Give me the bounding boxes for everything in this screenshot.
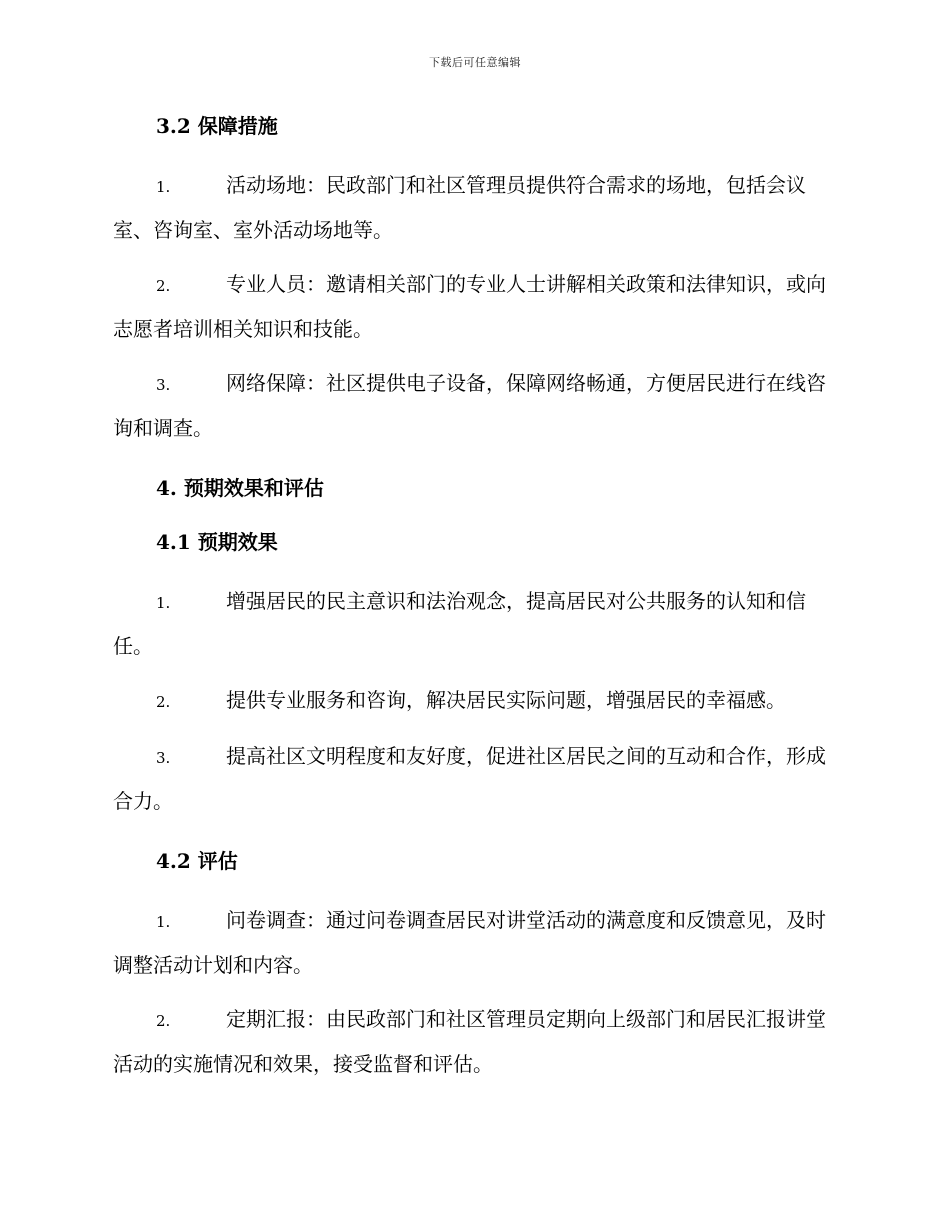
- list-item-number: 2.: [156, 277, 171, 295]
- list-item: [113, 679, 838, 724]
- list-item-text: 网络保障：社区提供电子设备，保障网络畅通，方便居民进行在线咨询和调查。: [113, 371, 826, 440]
- list-item-number: 2.: [156, 1012, 171, 1030]
- list-item-text: 增强居民的民主意识和法治观念，提高居民对公共服务的认知和信任。: [113, 589, 806, 658]
- section-heading-4: 4. 预期效果和评估: [156, 476, 324, 500]
- list-item: [113, 164, 838, 252]
- list-item: [113, 735, 838, 823]
- list-item: [113, 263, 838, 351]
- list-item: [113, 899, 838, 987]
- list-item-number: 3.: [156, 749, 171, 767]
- list-item: [113, 362, 838, 450]
- list-item-text: 定期汇报：由民政部门和社区管理员定期向上级部门和居民汇报讲堂活动的实施情况和效果，接受监督和评估。: [113, 1007, 826, 1076]
- list-item: [113, 580, 838, 668]
- section-heading-4-1: 4.1 预期效果: [156, 530, 278, 554]
- list-item-text: 专业人员：邀请相关部门的专业人士讲解相关政策和法律知识，或向志愿者培训相关知识和技能。: [113, 272, 826, 341]
- list-item-number: 1.: [156, 913, 171, 931]
- page-header: 下载后可任意编辑: [429, 56, 521, 69]
- list-item-text: 提供专业服务和咨询，解决居民实际问题，增强居民的幸福感。: [226, 688, 786, 712]
- section-heading-3-2: 3.2 保障措施: [156, 114, 278, 138]
- list-item-number: 1.: [156, 594, 171, 612]
- list-item-number: 1.: [156, 178, 171, 196]
- section-heading-4-2: 4.2 评估: [156, 849, 238, 873]
- list-item-number: 3.: [156, 376, 171, 394]
- list-item-text: 问卷调查：通过问卷调查居民对讲堂活动的满意度和反馈意见，及时调整活动计划和内容。: [113, 908, 826, 977]
- list-item-number: 2.: [156, 693, 171, 711]
- list-item-text: 提高社区文明程度和友好度，促进社区居民之间的互动和合作，形成合力。: [113, 744, 826, 813]
- document-body: [113, 110, 838, 1086]
- list-item: [113, 998, 838, 1086]
- list-item-text: 活动场地：民政部门和社区管理员提供符合需求的场地，包括会议室、咨询室、室外活动场地等。: [113, 173, 806, 242]
